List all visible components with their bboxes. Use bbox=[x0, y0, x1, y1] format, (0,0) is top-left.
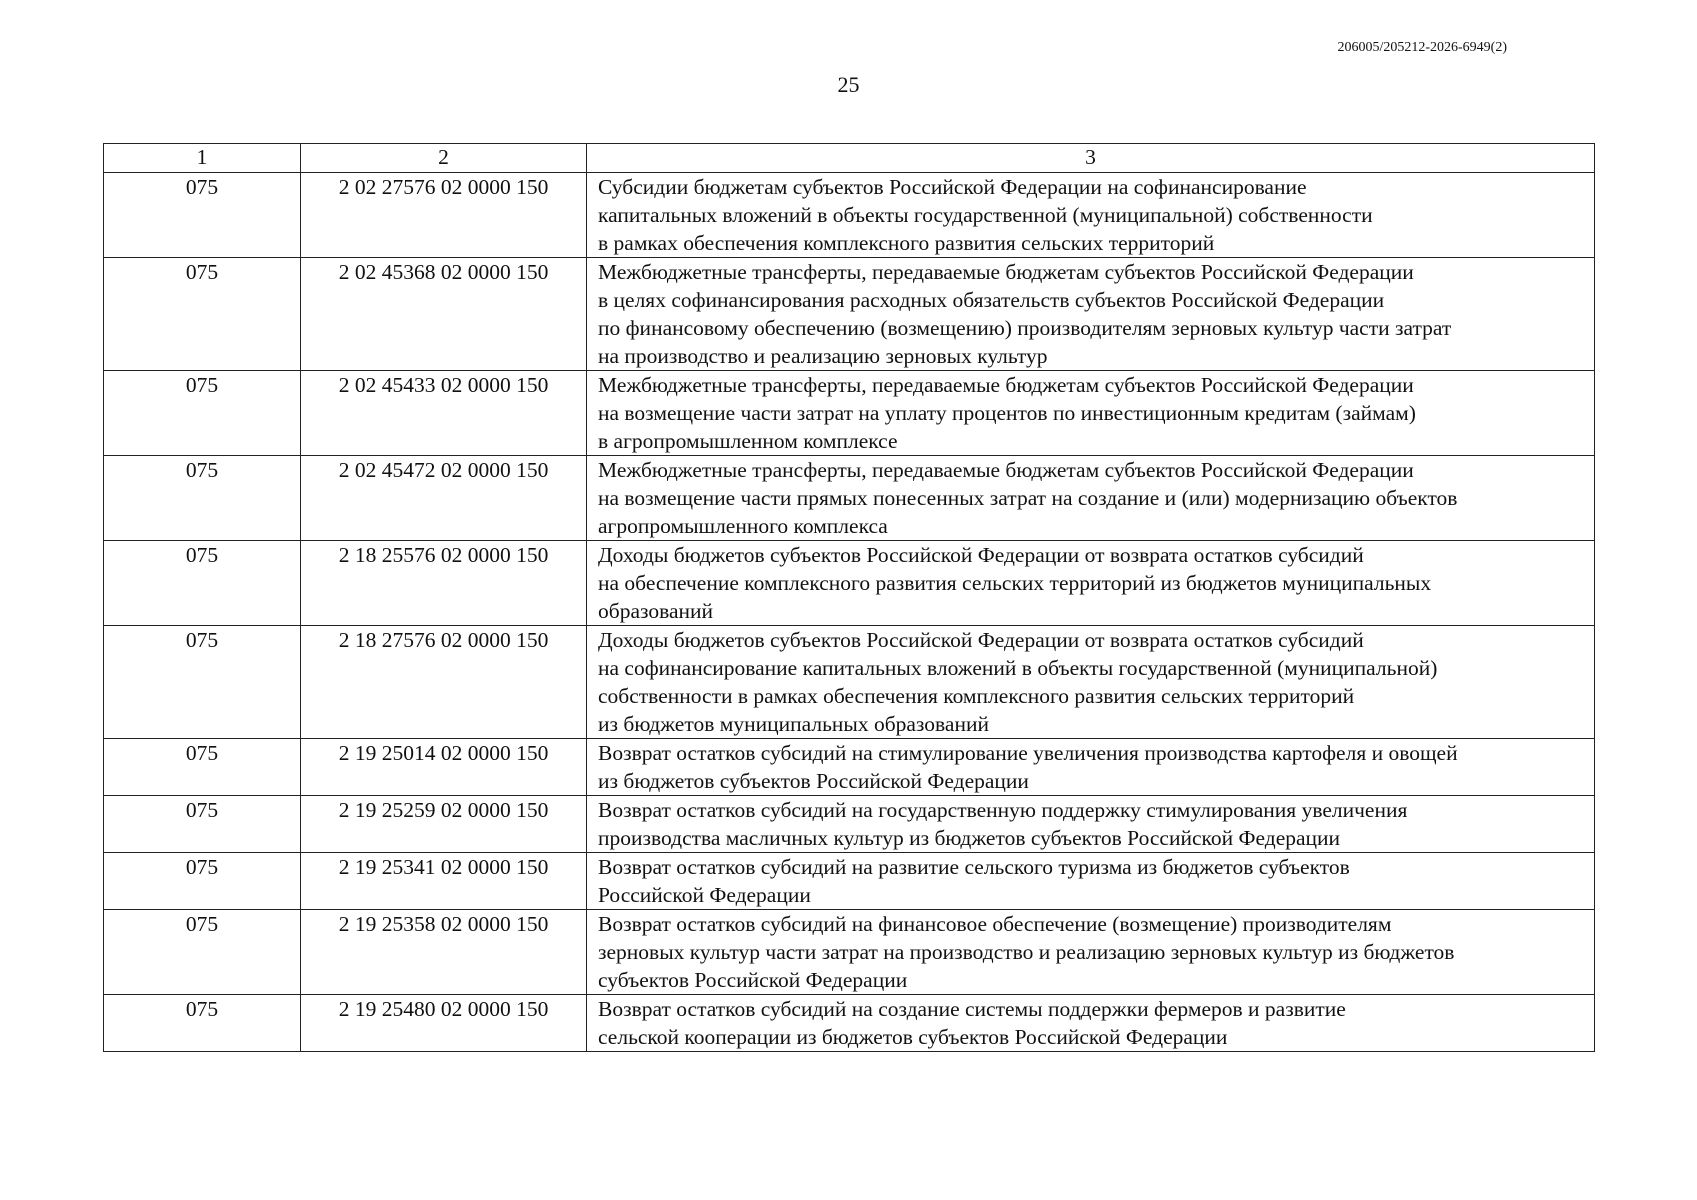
table-row bbox=[104, 371, 1595, 456]
income-description-cell bbox=[587, 995, 1595, 1052]
table-row bbox=[104, 258, 1595, 371]
description-line: на производство и реализацию зерновых культур bbox=[598, 344, 1048, 368]
budget-classification-code-cell: 2 19 25259 02 0000 150 bbox=[301, 796, 587, 853]
table-row bbox=[104, 739, 1595, 796]
table-row bbox=[104, 541, 1595, 626]
description-line: зерновых культур части затрат на производство и реализацию зерновых культур из бюджетов bbox=[598, 940, 1455, 964]
administrator-code-cell: 075 bbox=[104, 456, 301, 541]
income-description-cell bbox=[587, 853, 1595, 910]
administrator-code-cell: 075 bbox=[104, 541, 301, 626]
description-line: Возврат остатков субсидий на государственную поддержку стимулирования увеличения bbox=[598, 798, 1408, 822]
table-row bbox=[104, 853, 1595, 910]
income-description-cell bbox=[587, 371, 1595, 456]
administrator-code-cell: 075 bbox=[104, 258, 301, 371]
budget-classification-code-cell: 2 19 25358 02 0000 150 bbox=[301, 910, 587, 995]
budget-classification-code-cell: 2 02 45368 02 0000 150 bbox=[301, 258, 587, 371]
description-line: капитальных вложений в объекты государственной (муниципальной) собственности bbox=[598, 203, 1373, 227]
description-line: агропромышленного комплекса bbox=[598, 514, 888, 538]
table-row bbox=[104, 796, 1595, 853]
table-row bbox=[104, 995, 1595, 1052]
budget-classification-code-cell: 2 19 25341 02 0000 150 bbox=[301, 853, 587, 910]
description-line: производства масличных культур из бюджетов субъектов Российской Федерации bbox=[598, 826, 1341, 850]
income-description-cell bbox=[587, 739, 1595, 796]
description-line: субъектов Российской Федерации bbox=[598, 968, 908, 992]
administrator-code-cell: 075 bbox=[104, 910, 301, 995]
table-row bbox=[104, 173, 1595, 258]
description-line: Межбюджетные трансферты, передаваемые бюджетам субъектов Российской Федерации bbox=[598, 458, 1414, 482]
description-line: из бюджетов муниципальных образований bbox=[598, 712, 989, 736]
column-header-3: 3 bbox=[587, 144, 1595, 173]
description-line: в рамках обеспечения комплексного развития сельских территорий bbox=[598, 231, 1215, 255]
income-description-cell bbox=[587, 258, 1595, 371]
budget-codes-table bbox=[103, 143, 1595, 1052]
administrator-code-cell: 075 bbox=[104, 853, 301, 910]
table-row bbox=[104, 456, 1595, 541]
description-line: Межбюджетные трансферты, передаваемые бюджетам субъектов Российской Федерации bbox=[598, 260, 1414, 284]
table-row bbox=[104, 910, 1595, 995]
income-description-cell bbox=[587, 456, 1595, 541]
description-line: на возмещение части затрат на уплату процентов по инвестиционным кредитам (займам) bbox=[598, 401, 1416, 425]
description-line: из бюджетов субъектов Российской Федерации bbox=[598, 769, 1029, 793]
column-header-1: 1 bbox=[104, 144, 301, 173]
document-registration-number: 206005/205212-2026-6949(2) bbox=[1337, 40, 1507, 55]
description-line: Возврат остатков субсидий на развитие сельского туризма из бюджетов субъектов bbox=[598, 855, 1350, 879]
description-line: по финансовому обеспечению (возмещению) производителям зерновых культур части затрат bbox=[598, 316, 1452, 340]
description-line: Доходы бюджетов субъектов Российской Федерации от возврата остатков субсидий bbox=[598, 543, 1364, 567]
budget-classification-code-cell: 2 02 45433 02 0000 150 bbox=[301, 371, 587, 456]
income-description-cell bbox=[587, 626, 1595, 739]
budget-classification-code-cell: 2 18 27576 02 0000 150 bbox=[301, 626, 587, 739]
income-description-cell bbox=[587, 910, 1595, 995]
description-line: образований bbox=[598, 599, 714, 623]
table-header bbox=[104, 144, 1595, 173]
administrator-code-cell: 075 bbox=[104, 739, 301, 796]
budget-classification-code-cell: 2 02 27576 02 0000 150 bbox=[301, 173, 587, 258]
description-line: Межбюджетные трансферты, передаваемые бюджетам субъектов Российской Федерации bbox=[598, 373, 1414, 397]
description-line: Возврат остатков субсидий на стимулирование увеличения производства картофеля и овощей bbox=[598, 741, 1458, 765]
description-line: Субсидии бюджетам субъектов Российской Федерации на софинансирование bbox=[598, 175, 1307, 199]
description-line: собственности в рамках обеспечения комплексного развития сельских территорий bbox=[598, 684, 1355, 708]
page-number: 25 bbox=[837, 72, 860, 97]
description-line: на обеспечение комплексного развития сельских территорий из бюджетов муниципальных bbox=[598, 571, 1432, 595]
description-line: Российской Федерации bbox=[598, 883, 811, 907]
income-description-cell bbox=[587, 541, 1595, 626]
description-line: Возврат остатков субсидий на создание системы поддержки фермеров и развитие bbox=[598, 997, 1346, 1021]
description-line: сельской кооперации из бюджетов субъектов Российской Федерации bbox=[598, 1025, 1228, 1049]
income-description-cell bbox=[587, 796, 1595, 853]
column-number-row bbox=[104, 144, 1595, 173]
administrator-code-cell: 075 bbox=[104, 995, 301, 1052]
income-description-cell bbox=[587, 173, 1595, 258]
budget-classification-code-cell: 2 18 25576 02 0000 150 bbox=[301, 541, 587, 626]
description-line: в агропромышленном комплексе bbox=[598, 429, 898, 453]
table-row bbox=[104, 626, 1595, 739]
description-line: на софинансирование капитальных вложений в объекты государственной (муниципальной) bbox=[598, 656, 1438, 680]
description-line: Возврат остатков субсидий на финансовое обеспечение (возмещение) производителям bbox=[598, 912, 1392, 936]
administrator-code-cell: 075 bbox=[104, 796, 301, 853]
description-line: на возмещение части прямых понесенных затрат на создание и (или) модернизацию объектов bbox=[598, 486, 1458, 510]
budget-classification-code-cell: 2 02 45472 02 0000 150 bbox=[301, 456, 587, 541]
table-body bbox=[104, 173, 1595, 1052]
column-header-2: 2 bbox=[301, 144, 587, 173]
administrator-code-cell: 075 bbox=[104, 371, 301, 456]
administrator-code-cell: 075 bbox=[104, 173, 301, 258]
administrator-code-cell: 075 bbox=[104, 626, 301, 739]
budget-classification-code-cell: 2 19 25014 02 0000 150 bbox=[301, 739, 587, 796]
budget-classification-code-cell: 2 19 25480 02 0000 150 bbox=[301, 995, 587, 1052]
description-line: Доходы бюджетов субъектов Российской Федерации от возврата остатков субсидий bbox=[598, 628, 1364, 652]
description-line: в целях софинансирования расходных обязательств субъектов Российской Федерации bbox=[598, 288, 1385, 312]
